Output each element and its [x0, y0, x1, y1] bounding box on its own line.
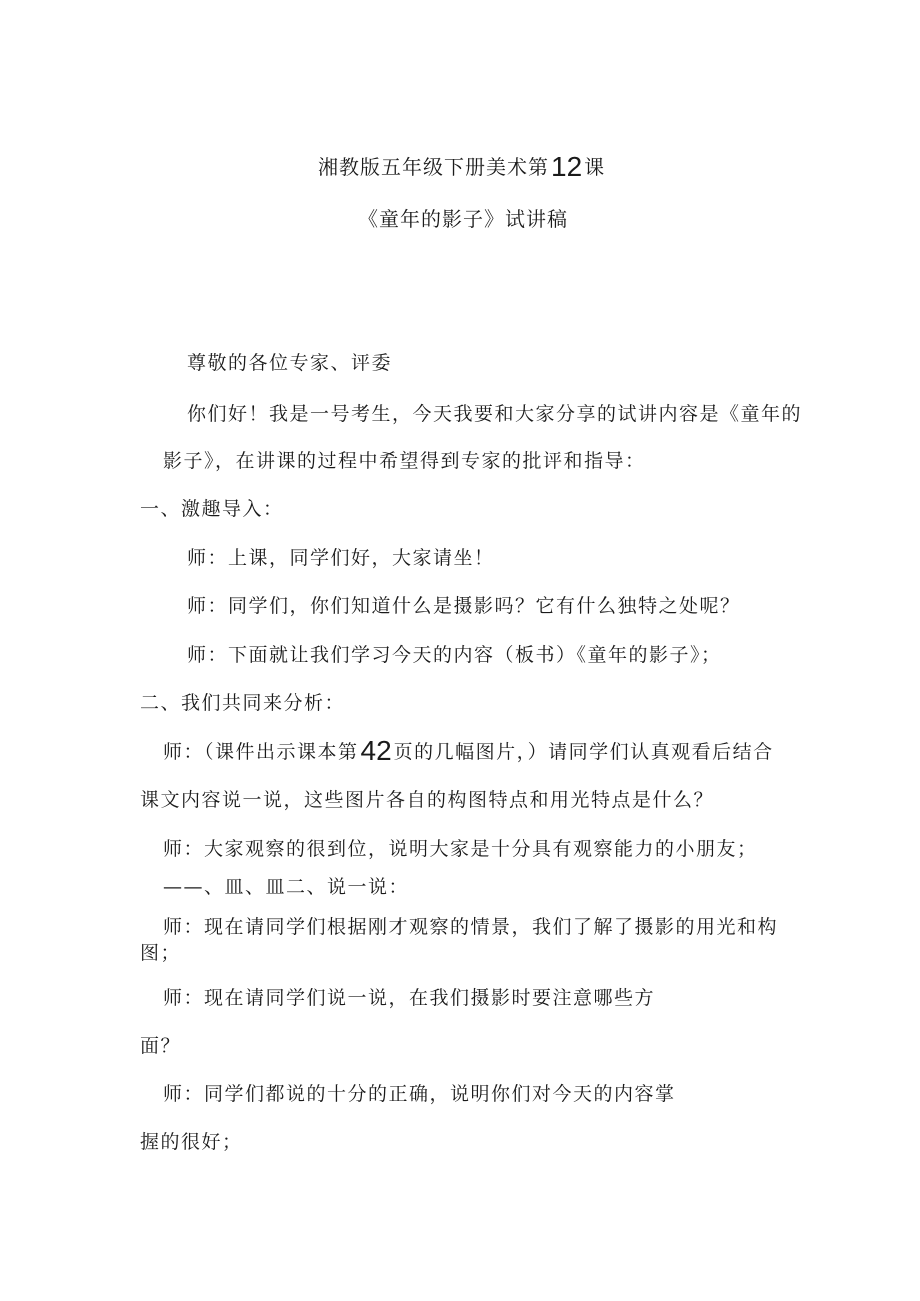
- paragraph-line: 师：下面就让我们学习今天的内容（板书）《童年的影子》；: [187, 644, 722, 666]
- document-title: [318, 151, 606, 182]
- section-heading-2: 二、我们共同来分析：: [140, 692, 346, 714]
- paragraph-line: 师：同学们，你们知道什么是摄影吗？它有什么独特之处呢？: [187, 595, 741, 617]
- paragraph-line: 师：大家观察的很到位，说明大家是十分具有观察能力的小朋友；: [163, 838, 758, 860]
- paragraph-line: 师：现在请同学们根据刚才观察的情景，我们了解了摄影的用光和构: [163, 916, 779, 938]
- paragraph-line: ——、皿、皿二、说一说：: [163, 876, 410, 898]
- paragraph-line: 握的很好；: [140, 1131, 243, 1153]
- section-heading-1: 一、激趣导入：: [140, 498, 284, 520]
- document-subtitle: 《童年的影子》试讲稿: [358, 207, 568, 231]
- paragraph-line: 面？: [140, 1035, 182, 1057]
- paragraph-line: 师：现在请同学们说一说，在我们摄影时要注意哪些方: [163, 987, 656, 1009]
- page-reference-suffix: 页的几幅图片，）请同学们认真观看后结合: [393, 741, 774, 763]
- paragraph-line: 师：同学们都说的十分的正确，说明你们对今天的内容掌: [163, 1083, 676, 1105]
- page-reference-text: 师：（课件出示课本第: [163, 741, 359, 763]
- page-number: 42: [360, 735, 392, 766]
- intro-line-1: 你们好！我是一号考生，今天我要和大家分享的试讲内容是《童年的: [187, 403, 803, 425]
- paragraph-line: 师：上课，同学们好，大家请坐！: [187, 547, 495, 569]
- paragraph-line: 课文内容说一说，这些图片各自的构图特点和用光特点是什么？: [140, 789, 715, 811]
- intro-line-2: 影子》，在讲课的过程中希望得到专家的批评和指导：: [163, 450, 646, 472]
- paragraph-line: [163, 735, 774, 766]
- title-text: 湘教版五年级下册美术第: [318, 155, 549, 179]
- title-suffix: 课: [584, 155, 606, 179]
- paragraph-line: 图；: [140, 942, 182, 964]
- title-lesson-number: 12: [551, 151, 583, 182]
- greeting: 尊敬的各位专家、评委: [187, 352, 393, 374]
